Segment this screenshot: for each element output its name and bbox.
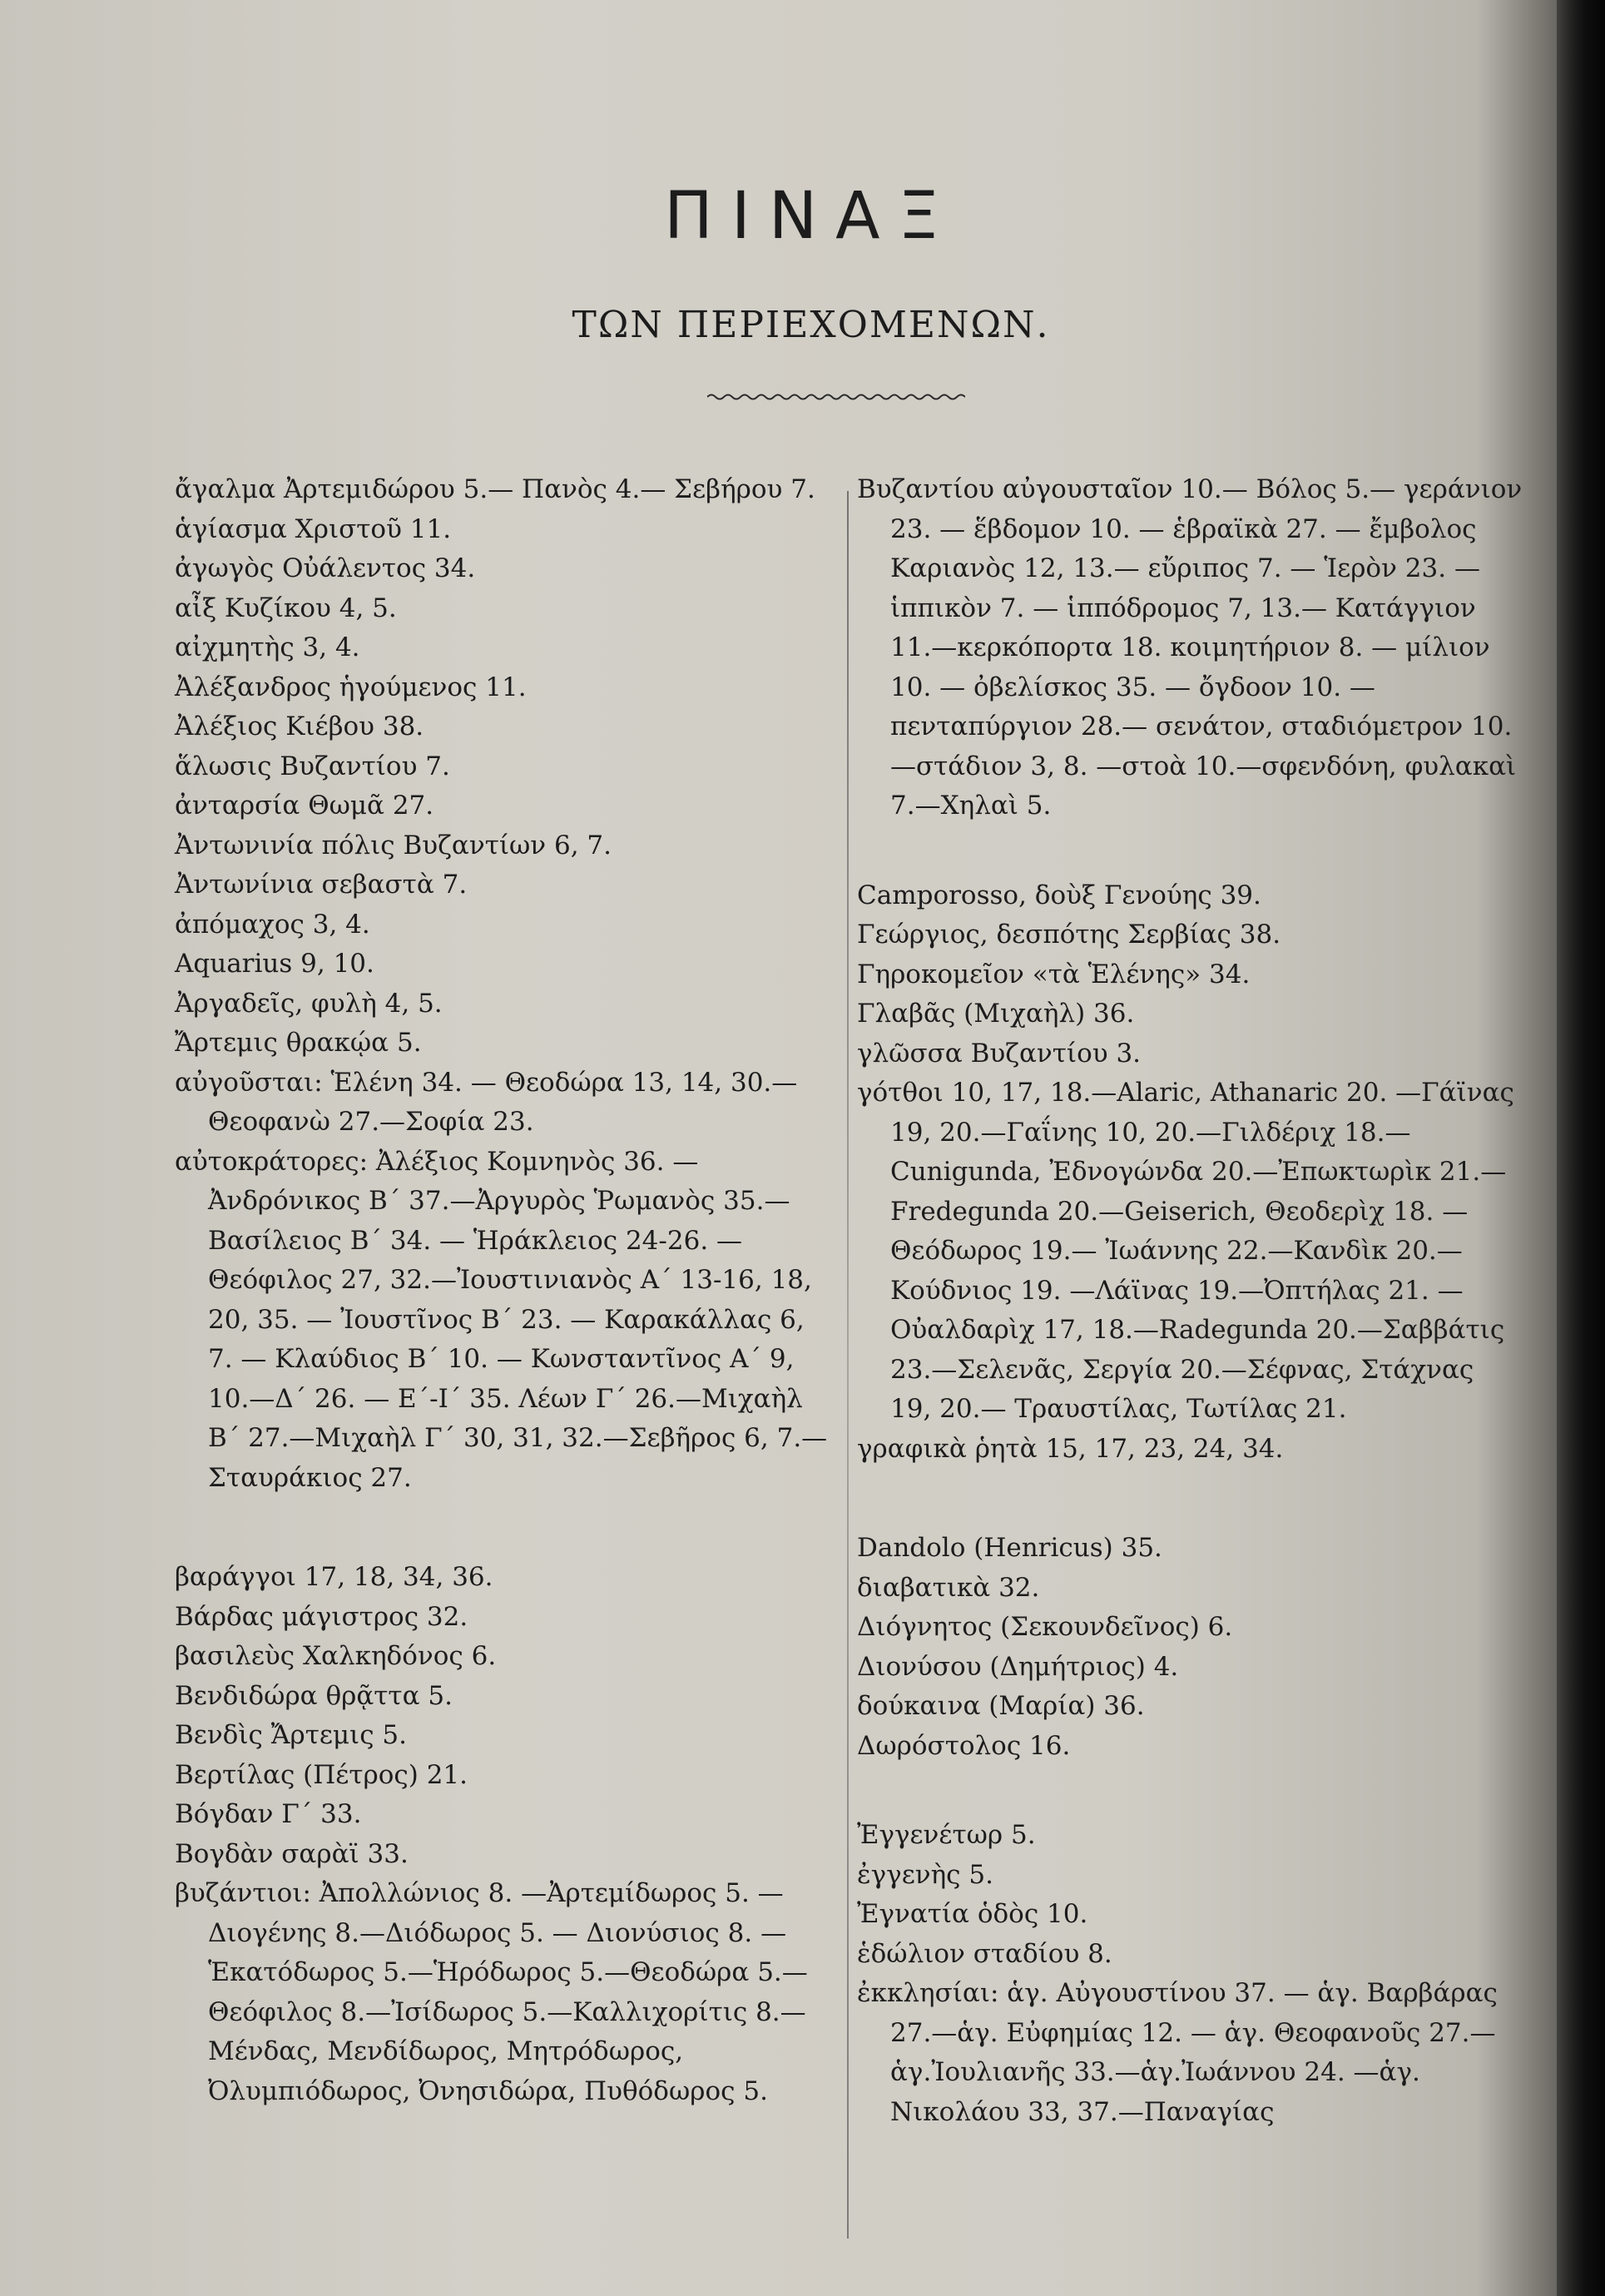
index-entry: δούκαινα (Μαρία) 36.	[857, 1691, 1145, 1721]
index-entry: Camporosso, δοὺξ Γενούης 39.	[857, 880, 1261, 910]
index-entry: ἄγαλμα Ἀρτεμιδώρου 5.— Πανὸς 4.— Σεβήρου 7.	[175, 474, 815, 504]
index-entry: ἐκκλησίαι: ἁγ. Αὐγουστίνου 37. — ἁγ. Βαρβάρας 27.—ἁγ. Εὐφημίας 12. — ἁγ. Θεοφανοῦς 27.—ἁγ.Ἰουλιανῆς 33.—ἁγ.Ἰωάννου 24. —ἁγ. Νικολάου 33, 37.—Παναγίας	[857, 1978, 1498, 2127]
index-entry: Βερτίλας (Πέτρος) 21.	[175, 1759, 468, 1790]
index-entry: Ἀλέξιος Κιέβου 38.	[175, 712, 424, 741]
index-entry: βασιλεὺς Χαλκηδόνος 6.	[175, 1641, 497, 1671]
index-entry: Διόγνητος (Σεκουνδεῖνος) 6.	[857, 1612, 1233, 1642]
index-entry: αὐγοῦσται: Ἑλένη 34. — Θεοδώρα 13, 14, 30.—Θεοφανὼ 27.—Σοφία 23.	[175, 1067, 798, 1137]
index-entry: Βογδὰν σαρὰϊ 33.	[175, 1838, 409, 1869]
index-entry: ἅλωσις Βυζαντίου 7.	[175, 751, 450, 781]
index-entry: Δωρόστολος 16.	[857, 1730, 1071, 1761]
index-entry: βαράγγοι 17, 18, 34, 36.	[175, 1562, 493, 1592]
page-subtitle: ΤΩΝ ΠΕΡΙΕΧΟΜΕΝΩΝ.	[572, 304, 1050, 346]
index-entry: ἁγίασμα Χριστοῦ 11.	[175, 513, 452, 544]
index-entry: Βενδιδώρα θρᾷττα 5.	[175, 1680, 453, 1711]
index-entry: ἐγγενὴς 5.	[857, 1859, 993, 1890]
index-entry: Βόγδαν Γ΄ 33.	[175, 1799, 362, 1829]
index-entry: Γηροκομεῖον «τὰ Ἑλένης» 34.	[857, 959, 1251, 989]
index-entry: γλῶσσα Βυζαντίου 3.	[857, 1038, 1142, 1069]
index-entry: γότθοι 10, 17, 18.—Alaric, Athanaric 20. —Γάϊνας 19, 20.—Γαΐνης 10, 20.—Γιλδέριχ 18.—Cunigunda, Ἐδνογώνδα 20.—Ἐπωκτωρὶκ 21.—Fredegunda 20.—Geiserich, Θεοδερὶχ 18. — Θεόδωρος 19.— Ἰωάννης 22.—Κανδὶκ 20.—Κούδνιος 19. —Λάϊνας 19.—Ὀπτήλας 21. — Οὐαλδαρὶχ 17, 18.—Radegunda 20.—Σαββάτις 23.—Σελενᾶς, Σεργία 20.—Σέφνας, Στάχνας 19, 20.— Τραυστίλας, Τωτίλας 21.	[857, 1078, 1514, 1424]
index-column-left	[175, 470, 828, 2111]
index-entry: Βενδὶς Ἄρτεμις 5.	[175, 1720, 407, 1750]
index-entry: Διονύσου (Δημήτριος) 4.	[857, 1651, 1179, 1682]
index-entry: Aquarius 9, 10.	[175, 949, 374, 979]
index-entry: ἀνταρσία Θωμᾶ 27.	[175, 791, 434, 821]
index-entry: Ἐγνατία ὁδὸς 10.	[857, 1899, 1088, 1929]
section-gap	[857, 1469, 1523, 1529]
index-entry: βυζάντιοι: Ἀπολλώνιος 8. —Ἀρτεμίδωρος 5. —Διογένης 8.—Διόδωρος 5. — Διονύσιος 8. —Ἑκατόδωρος 5.—Ἡρόδωρος 5.—Θεοδώρα 5.—Θεόφιλος 8.—Ἰσίδωρος 5.—Καλλιχορίτις 8.—Μένδας, Μενδίδωρος, Μητρόδωρος, Ὀλυμπιόδωρος, Ὀνησιδώρα, Πυθόδωρος 5.	[175, 1878, 808, 2106]
index-entry: Ἀργαδεῖς, φυλὴ 4, 5.	[175, 988, 443, 1019]
section-gap	[857, 1766, 1523, 1816]
section-gap	[175, 1498, 828, 1558]
index-entry: Ἐγγενέτωρ 5.	[857, 1820, 1036, 1850]
index-entry: αἰχμητὴς 3, 4.	[175, 632, 360, 662]
section-gap	[857, 826, 1523, 876]
index-entry: Βάρδας μάγιστρος 32.	[175, 1601, 468, 1632]
index-entry: ἀγωγὸς Οὐάλεντος 34.	[175, 553, 476, 583]
column-divider	[847, 491, 849, 2239]
index-entry: ἑδώλιον σταδίου 8.	[857, 1938, 1112, 1969]
index-entry: διαβατικὰ 32.	[857, 1572, 1040, 1603]
index-entry: Ἀντωνινία πόλις Βυζαντίων 6, 7.	[175, 830, 612, 860]
index-entry: Ἀντωνίνια σεβαστὰ 7.	[175, 870, 468, 900]
index-entry: Βυζαντίου αὐγουσταῖον 10.— Βόλος 5.— γεράνιον 23. — ἕβδομον 10. — ἑβραϊκὰ 27. — ἔμβολος Καριανὸς 12, 13.— εὔριπος 7. — Ἱερὸν 23. — ἱππικὸν 7. — ἱππόδρομος 7, 13.— Κατάγγιον 11.—κερκόπορτα 18. κοιμητήριον 8. — μίλιον 10. — ὀβελίσκος 35. — ὄγδοον 10. — πενταπύργιον 28.— σενάτον, σταδιόμετρον 10.—στάδιον 3, 8. —στοὰ 10.—σφενδόνη, φυλακαὶ 7.—Χηλαὶ 5.	[857, 474, 1523, 821]
index-entry: αὐτοκράτορες: Ἀλέξιος Κομνηνὸς 36. — Ἀνδρόνικος Β΄ 37.—Ἀργυρὸς Ῥωμανὸς 35.— Βασίλειος Β΄ 34. — Ἡράκλειος 24-26. — Θεόφιλος 27, 32.—Ἰουστινιανὸς Α΄ 13-16, 18, 20, 35. — Ἰουστῖνος Β΄ 23. — Καρακάλλας 6, 7. — Κλαύδιος Β΄ 10. — Κωνσταντῖνος Α΄ 9, 10.—Δ΄ 26. — Ε΄-Ι΄ 35. Λέων Γ΄ 26.—Μιχαὴλ Β΄ 27.—Μιχαὴλ Γ΄ 30, 31, 32.—Σεβῆρος 6, 7.—Σταυράκιος 27.	[175, 1146, 828, 1493]
index-entry: Dandolo (Henricus) 35.	[857, 1533, 1162, 1563]
index-entry: Ἄρτεμις θρακῴα 5.	[175, 1028, 422, 1058]
page-title: ΠΙΝΑΞ	[664, 179, 958, 254]
index-entry: Ἀλέξανδρος ἡγούμενος 11.	[175, 672, 527, 702]
index-column-right	[857, 470, 1523, 2132]
index-entry: γραφικὰ ῥητὰ 15, 17, 23, 24, 34.	[857, 1433, 1284, 1464]
index-entry: αἶξ Κυζίκου 4, 5.	[175, 593, 397, 623]
index-entry: Γεώργιος, δεσπότης Σερβίας 38.	[857, 920, 1281, 950]
index-entry: ἀπόμαχος 3, 4.	[175, 909, 370, 940]
index-entry: Γλαβᾶς (Μιχαὴλ) 36.	[857, 999, 1135, 1029]
wavy-rule-ornament	[707, 391, 965, 403]
